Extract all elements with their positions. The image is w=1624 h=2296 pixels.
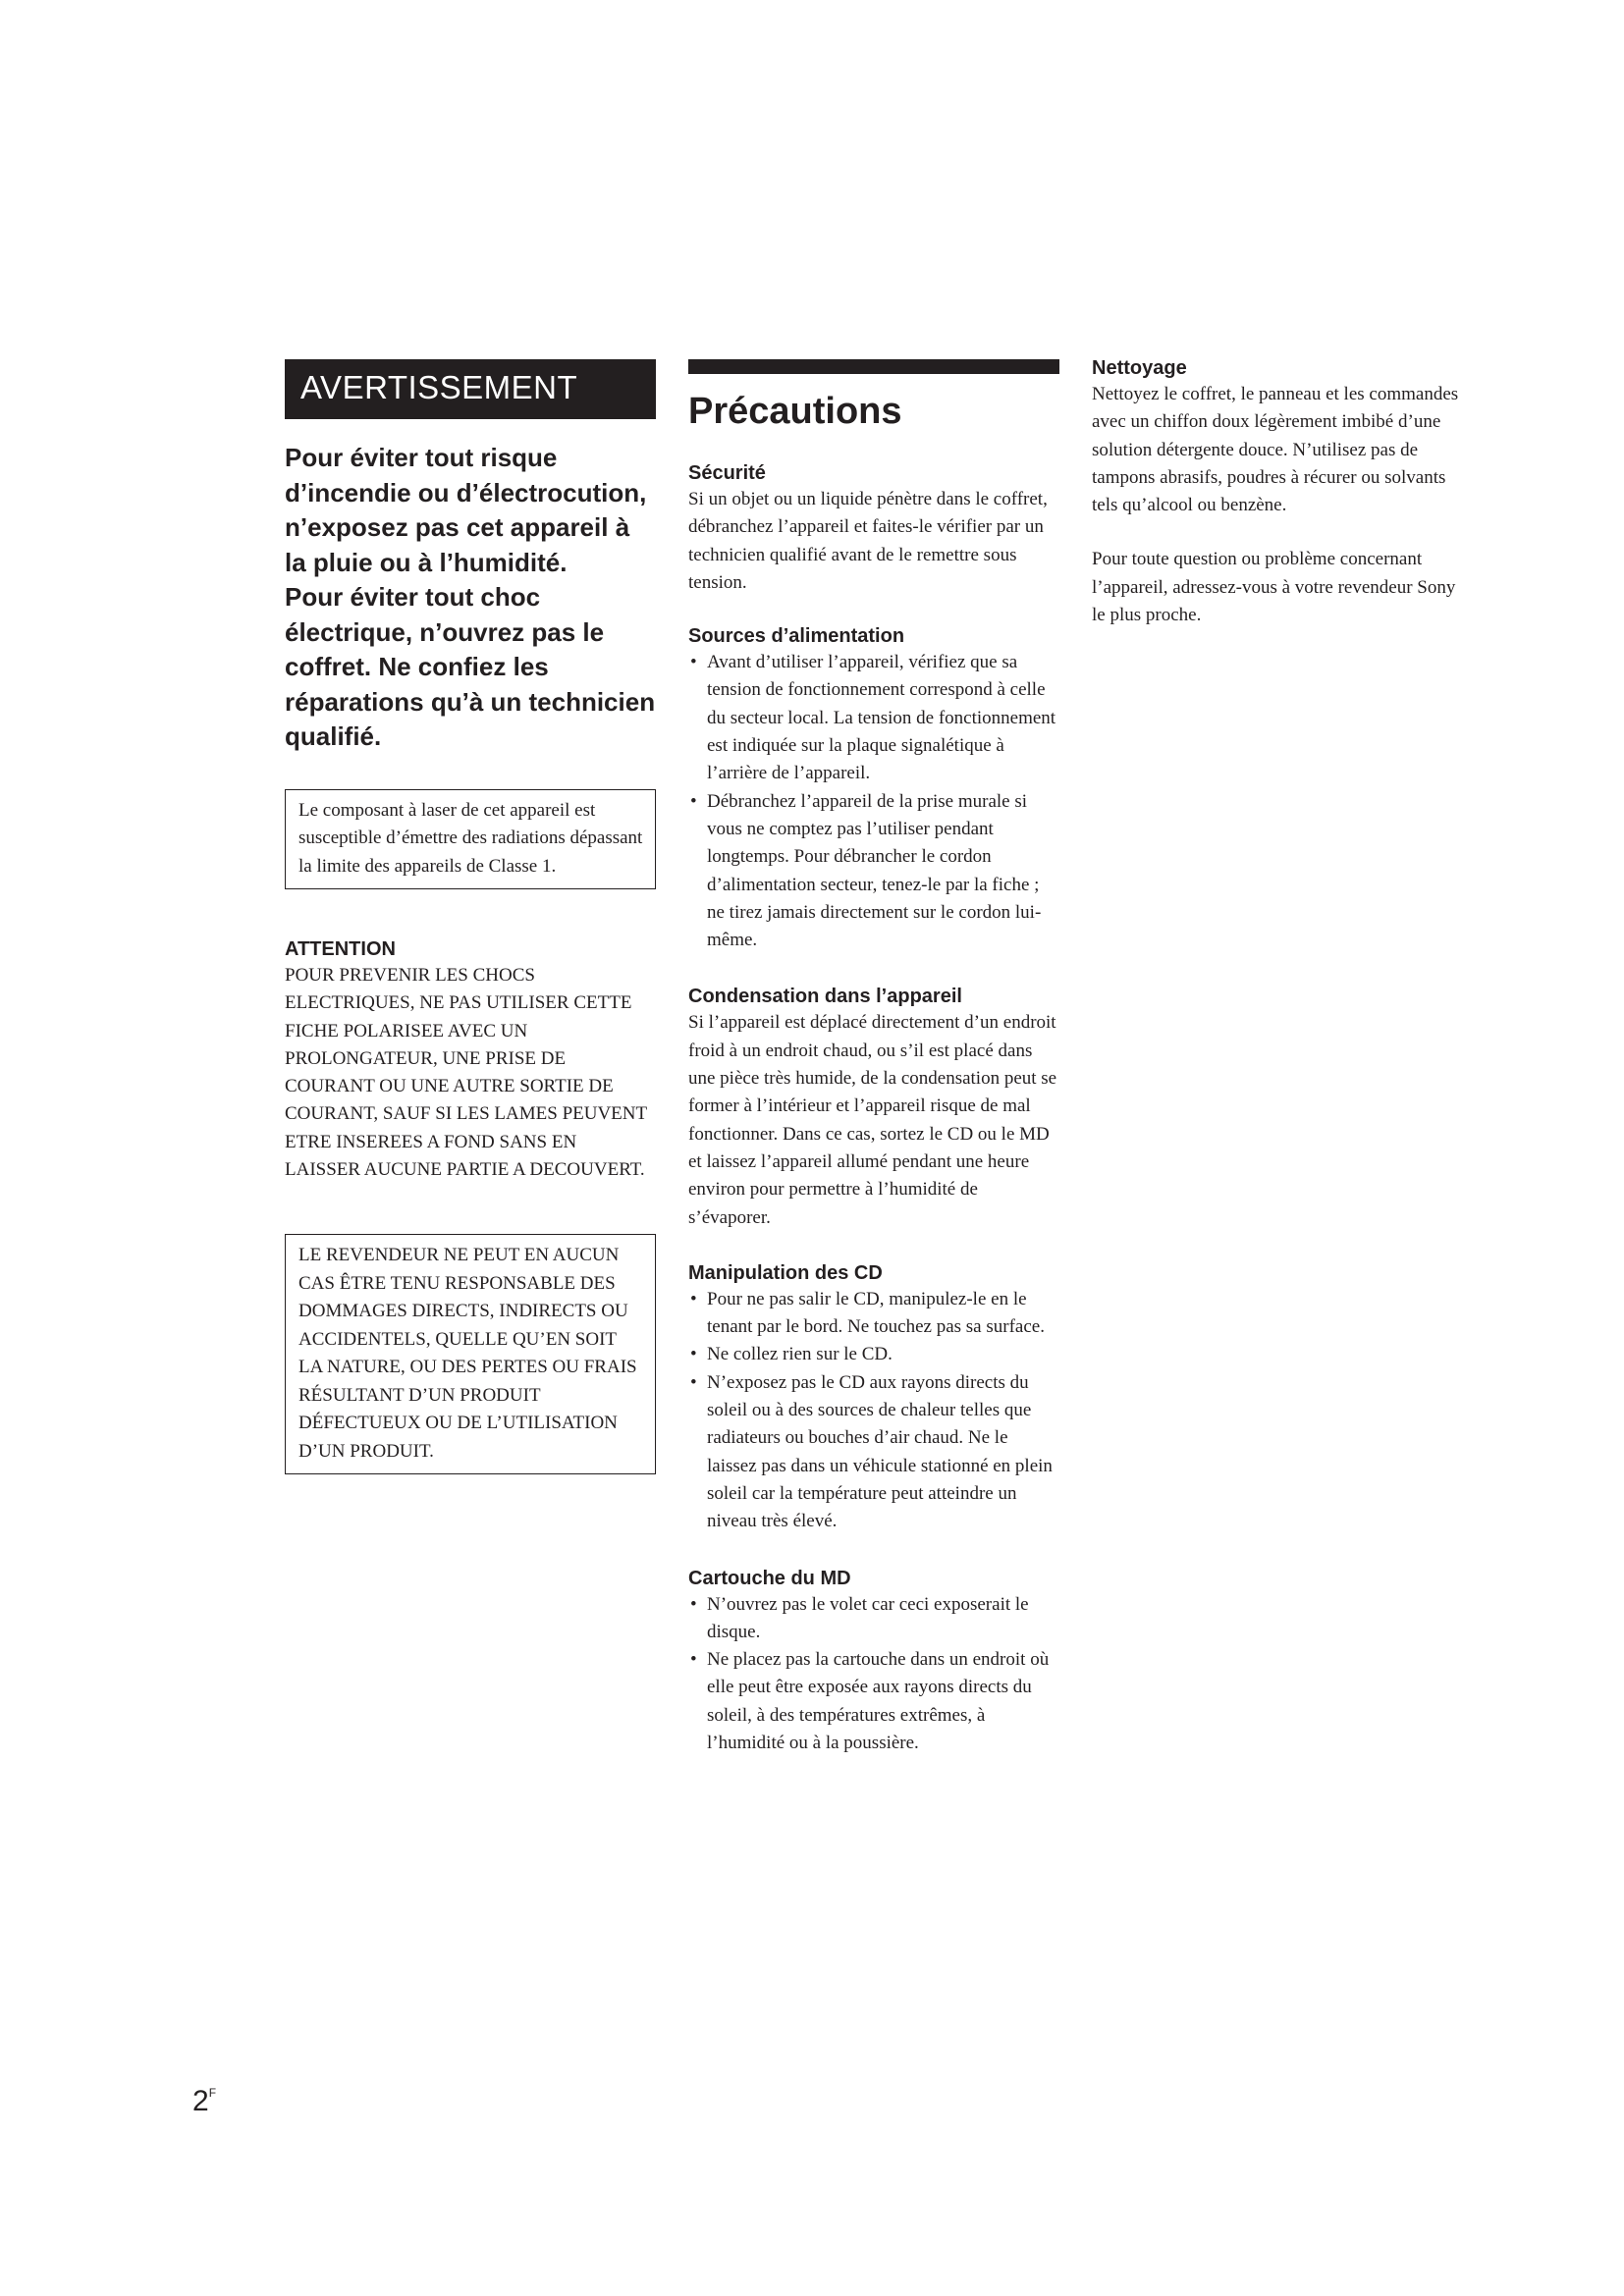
page-number-value: 2 — [192, 2085, 209, 2117]
list-item: • Ne collez rien sur le CD. — [688, 1341, 1059, 1368]
list-item: • N’exposez pas le CD aux rayons directs du soleil ou à des sources de chaleur telles que radiateurs ou bouches d’air chaud. Ne le laissez pas dans un véhicule stationné en plein soleil car la température peut atteindre un niveau très élevé. — [688, 1369, 1059, 1536]
list-item: • N’ouvrez pas le volet car ceci exposerait le disque. — [688, 1591, 1059, 1647]
warning-line-fire: Pour éviter tout risque d’incendie ou d’électrocution, n’exposez pas cet appareil à la pluie ou à l’humidité. — [285, 443, 647, 577]
section-text-securite: Si un objet ou un liquide pénètre dans le coffret, débranchez l’appareil et faites-le vérifier par un technicien qualifié avant de le remettre sous tension. — [688, 489, 1048, 593]
warning-text — [285, 441, 656, 755]
section-heading-securite: Sécurité — [688, 462, 766, 484]
laser-notice-box: Le composant à laser de cet appareil est susceptible d’émettre des radiations dépassant la limite des appareils de Classe 1. — [285, 789, 656, 890]
section-heading-cartouche: Cartouche du MD — [688, 1567, 851, 1589]
section-heading-nettoyage: Nettoyage — [1092, 357, 1187, 379]
cartouche-list — [688, 1591, 1059, 1758]
section-heading-alimentation: Sources d’alimentation — [688, 625, 905, 648]
manipulation-list — [688, 1286, 1059, 1536]
attention-text: POUR PREVENIR LES CHOCS ELECTRIQUES, NE PAS UTILISER CETTE FICHE POLARISEE AVEC UN PROLONGATEUR, UNE PRISE DE COURANT OU UNE AUTRE SORTIE DE COURANT, SAUF SI LES LAMES PEUVENT ETRE INSEREES A FOND SANS EN LAISSER AUCUNE PARTIE A DECOUVERT. — [285, 965, 647, 1181]
list-item: • Avant d’utiliser l’appareil, vérifiez que sa tension de fonctionnement correspond à celle du secteur local. La tension de fonctionnement est indiquée sur la plaque signalétique à l’arrière de l’appareil. — [688, 649, 1059, 787]
cleaning-column — [1092, 355, 1463, 629]
page-title: Précautions — [688, 391, 902, 432]
list-item: • Ne placez pas la cartouche dans un endroit où elle peut être exposée aux rayons directs du soleil, à des températures extrêmes, à l’humidité ou à la poussière. — [688, 1646, 1059, 1757]
attention-heading: ATTENTION — [285, 938, 396, 960]
warning-column — [285, 359, 656, 1474]
dealer-notice-box: LE REVENDEUR NE PEUT EN AUCUN CAS ÊTRE TENU RESPONSABLE DES DOMMAGES DIRECTS, INDIRECTS OU ACCIDENTELS, QUELLE QU’EN SOIT LA NATURE, OU DES PERTES OU FRAIS RÉSULTANT D’UN PRODUIT DÉFECTUEUX OU DE L’UTILISATION D’UN PRODUIT. — [285, 1234, 656, 1474]
list-item: • Pour ne pas salir le CD, manipulez-le en le tenant par le bord. Ne touchez pas sa surface. — [688, 1286, 1059, 1342]
warning-line-shock: Pour éviter tout choc électrique, n’ouvrez pas le coffret. Ne confiez les réparations qu’à un technicien qualifié. — [285, 582, 656, 751]
page-number-suffix: F — [208, 2086, 217, 2100]
page-number — [192, 2076, 216, 2118]
alimentation-list — [688, 649, 1059, 954]
section-text-nettoyage: Nettoyez le coffret, le panneau et les commandes avec un chiffon doux légèrement imbibé d’une solution détergente douce. N’utilisez pas de tampons abrasifs, poudres à récurer ou solvants tels qu’alcool ou benzène. — [1092, 384, 1459, 516]
section-heading-manipulation: Manipulation des CD — [688, 1261, 883, 1284]
list-item: • Débranchez l’appareil de la prise murale si vous ne comptez pas l’utiliser pendant longtemps. Pour débrancher le cordon d’alimentation secteur, tenez-le par la fiche ; ne tirez jamais directement sur le cordon lui-même. — [688, 788, 1059, 955]
section-heading-condensation: Condensation dans l’appareil — [688, 986, 962, 1008]
precautions-column — [688, 359, 1059, 1757]
warning-banner: AVERTISSEMENT — [285, 359, 656, 419]
title-rule — [688, 359, 1059, 374]
section-text-condensation: Si l’appareil est déplacé directement d’un endroit froid à un endroit chaud, ou s’il est placé dans une pièce très humide, de la condensation peut se former à l’intérieur et l’appareil risque de mal fonctionner. Dans ce cas, sortez le CD ou le MD et laissez l’appareil allumé pendant une heure environ pour permettre à l’humidité de s’évaporer. — [688, 1012, 1057, 1228]
section-text-contact: Pour toute question ou problème concernant l’appareil, adressez-vous à votre revendeur Sony le plus proche. — [1092, 549, 1456, 626]
